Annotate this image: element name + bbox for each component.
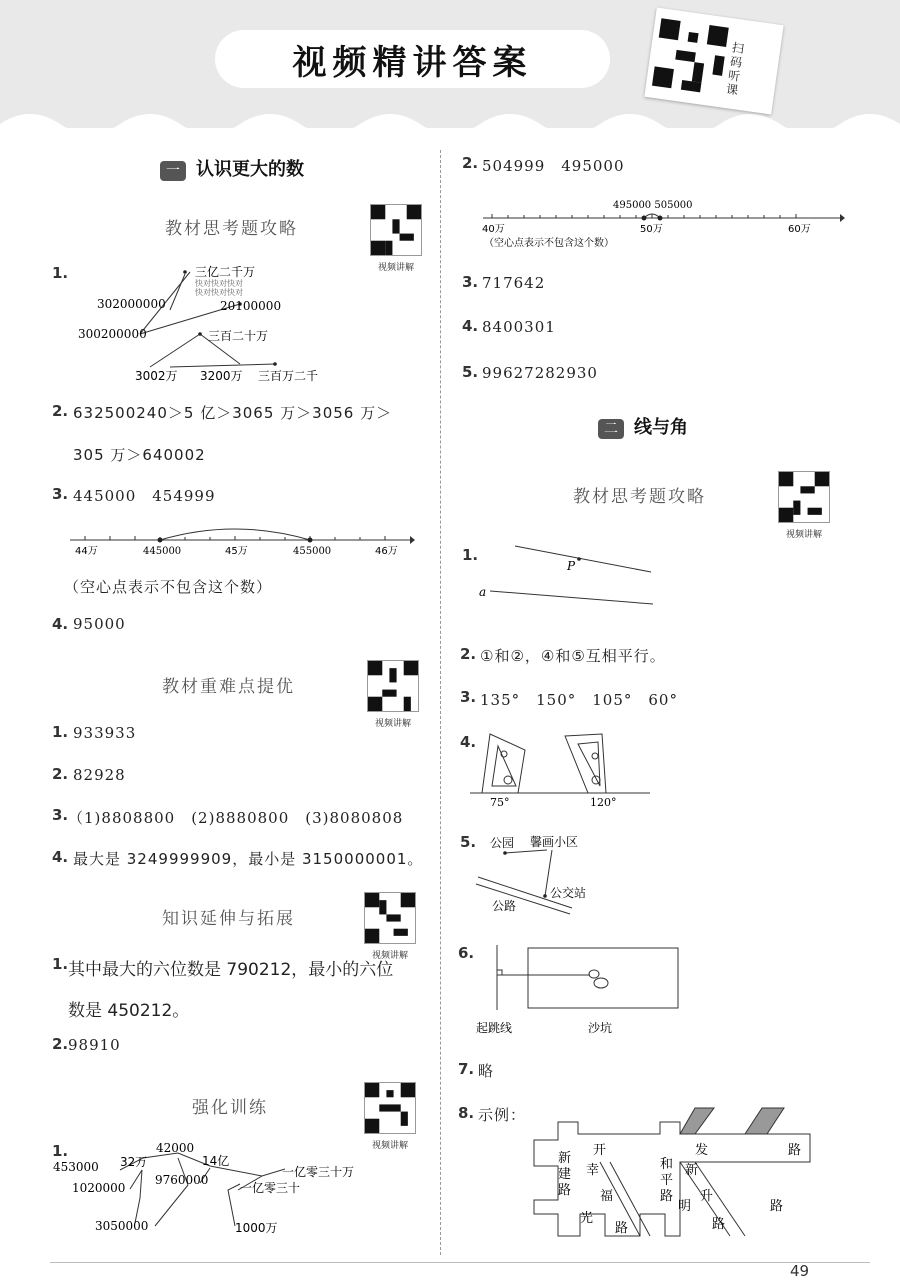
e8-road-map: [520, 1104, 820, 1246]
b1-answer: 933933: [73, 724, 137, 742]
section-heading-2: [598, 413, 688, 439]
qr-caption: 视频讲解: [785, 530, 822, 540]
number-line-note: （空心点表示不包含这个数）: [484, 238, 614, 249]
section-title: 线与角: [634, 417, 688, 438]
angle-label: 120°: [590, 796, 617, 809]
c2-answer: 98910: [68, 1036, 121, 1054]
qr-caption: 视频讲解: [374, 719, 411, 729]
top-labels: 495000 505000: [613, 200, 693, 211]
qr-code-icon: [364, 892, 416, 944]
r2-number: 2.: [462, 154, 479, 172]
label: 3050000: [95, 1219, 149, 1233]
road-char: 平: [660, 1173, 674, 1188]
e8-label: 示例：: [478, 1106, 527, 1124]
subheading-textbook-thinking: 教材思考题攻略: [165, 219, 298, 239]
qr-code-icon: [370, 204, 422, 256]
section-badge: 一: [160, 161, 186, 181]
b4-answer: 最大是 3249999909，最小是 3150000001。: [73, 850, 424, 868]
r4-answer: 8400301: [482, 318, 556, 336]
road-char: 路: [615, 1221, 629, 1236]
q4-answer: 95000: [73, 615, 126, 633]
road-char: 和: [660, 1157, 674, 1172]
q2-line1: 632500240＞5 亿＞3065 万＞3056 万＞: [73, 404, 393, 422]
place-label: 公交站: [550, 886, 587, 900]
r2-answer: 504999 495000: [482, 157, 625, 175]
r3-answer: 717642: [482, 274, 546, 292]
road-char: 路: [788, 1143, 802, 1158]
e7-number: 7.: [458, 1060, 475, 1078]
node-sanbaiwan-erqian: 三百万二千: [258, 369, 319, 383]
e1-number: 1.: [462, 546, 479, 564]
tick-label: 46万: [375, 546, 398, 557]
road-char: 新: [685, 1163, 699, 1178]
section-title: 认识更大的数: [196, 159, 304, 180]
b1-number: 1.: [52, 723, 69, 741]
b4-number: 4.: [52, 848, 69, 866]
road-char: 开: [593, 1143, 607, 1158]
qr-code-icon: [778, 471, 830, 523]
road-char: 路: [558, 1183, 572, 1198]
q3-answer: 445000 454999: [73, 487, 216, 505]
road-char: 新: [558, 1151, 572, 1166]
e5-number: 5.: [460, 833, 477, 851]
place-label: 公园: [490, 836, 515, 850]
label: 1000万: [235, 1221, 278, 1235]
footer-rule: [50, 1262, 870, 1263]
e3-answer: 135° 150° 105° 60°: [480, 691, 678, 709]
road-char: 路: [660, 1189, 674, 1204]
label: 9760000: [155, 1173, 209, 1187]
e2-answer: ①和②，④和⑤互相平行。: [480, 647, 666, 665]
qr-side-label: 扫码听课: [725, 40, 745, 98]
label: 一亿零三十万: [282, 1165, 355, 1179]
e6-long-jump-diagram: [470, 940, 685, 1040]
e5-map-diagram: [472, 830, 612, 915]
tick-label: 40万: [482, 224, 505, 235]
node-3002wan: 3002万: [135, 369, 178, 383]
page-title: 视频精讲答案: [215, 30, 610, 88]
road-char: 发: [695, 1143, 709, 1158]
label: 1020000: [72, 1181, 126, 1195]
label: 42000: [156, 1141, 195, 1155]
page-number: 49: [790, 1262, 810, 1280]
e6-number: 6.: [458, 944, 475, 962]
e1-parallel-lines: [475, 540, 665, 612]
section-heading-1: [160, 155, 304, 181]
qr-caption: 视频讲解: [371, 951, 408, 961]
label: 14亿: [202, 1154, 230, 1168]
column-divider: [440, 150, 441, 1255]
road-char: 明: [678, 1199, 692, 1214]
section-badge: 二: [598, 419, 624, 439]
qr-video-c[interactable]: [364, 892, 416, 961]
node-302000000: 302000000: [97, 297, 166, 311]
c1-line1: 其中最大的六位数是 790212，最小的六位: [68, 960, 394, 980]
e4-triangle-rulers: [470, 728, 660, 810]
r4-number: 4.: [462, 317, 479, 335]
q3-number-line: [65, 520, 415, 565]
node-20100000: 20100000: [220, 299, 282, 313]
c2-number: 2.: [52, 1035, 69, 1053]
q1-number: 1.: [52, 264, 69, 282]
r3-number: 3.: [462, 273, 479, 291]
node-3200wan: 3200万: [200, 369, 243, 383]
node-300200000: 300200000: [78, 327, 147, 341]
road-char: 路: [770, 1199, 784, 1214]
angle-label: 75°: [490, 796, 510, 809]
qr-video-b[interactable]: [367, 660, 419, 729]
b3-answer: （1)8808800 (2)8880800 (3)8080808: [68, 809, 404, 827]
road-char: 福: [600, 1189, 614, 1204]
q3-number: 3.: [52, 485, 69, 503]
c1-line2: 数是 450212。: [68, 1001, 190, 1021]
q4-number: 4.: [52, 615, 69, 633]
e4-number: 4.: [460, 733, 477, 751]
label-sandpit: 沙坑: [588, 1021, 613, 1035]
overlay-text: 快对快对快对: [195, 279, 243, 288]
tick-label: 60万: [788, 224, 811, 235]
point-label: P: [567, 559, 576, 573]
tick-label: 445000: [143, 546, 182, 557]
tick-label: 45万: [225, 546, 248, 557]
header-qr-card[interactable]: [644, 8, 783, 115]
road-char: 路: [712, 1217, 726, 1232]
q2-number: 2.: [52, 402, 69, 420]
qr-code-icon: [367, 660, 419, 712]
qr-video-e[interactable]: [778, 471, 830, 540]
q1-matching-diagram: [78, 262, 380, 387]
b3-number: 3.: [52, 806, 69, 824]
r5-number: 5.: [462, 363, 479, 381]
qr-code-icon: [652, 18, 729, 95]
place-label: 公路: [492, 899, 517, 913]
road-char: 幸: [586, 1163, 600, 1178]
e7-answer: 略: [478, 1062, 495, 1080]
e8-number: 8.: [458, 1104, 475, 1122]
line-label: a: [479, 585, 487, 599]
q2-line2: 305 万＞640002: [73, 446, 206, 464]
road-char: 光: [580, 1211, 594, 1226]
c1-number: 1.: [52, 955, 69, 973]
place-label: 馨画小区: [530, 835, 579, 849]
label-start-line: 起跳线: [476, 1021, 513, 1035]
label: 一亿零三十: [240, 1181, 301, 1195]
d1-connection-diagram: [53, 1138, 380, 1238]
d1-number: 1.: [52, 1142, 69, 1160]
r2-number-line: [478, 196, 848, 251]
b2-number: 2.: [52, 765, 69, 783]
subheading-intensive: 强化训练: [192, 1098, 268, 1118]
subheading-key-points: 教材重难点提优: [162, 677, 295, 697]
subheading-extension: 知识延伸与拓展: [162, 909, 295, 929]
tick-label: 44万: [75, 546, 98, 557]
subheading-textbook-thinking-2: 教材思考题攻略: [573, 487, 706, 507]
node-sanyi-erqianwan: 三亿二千万: [195, 265, 256, 279]
overlay-text: 快对快对快对: [195, 288, 243, 297]
r5-answer: 99627282930: [482, 364, 598, 382]
qr-caption: 视频讲解: [377, 263, 414, 273]
e3-number: 3.: [460, 688, 477, 706]
b2-answer: 82928: [73, 766, 126, 784]
e2-number: 2.: [460, 645, 477, 663]
tick-label: 455000: [293, 546, 332, 557]
node-sanbai-ershiwan: 三百二十万: [208, 329, 269, 343]
road-char: 建: [558, 1167, 572, 1182]
road-char: 升: [700, 1189, 714, 1204]
q3-note: （空心点表示不包含这个数）: [64, 578, 273, 596]
label: 453000: [53, 1160, 99, 1174]
qr-code-icon: [364, 1082, 416, 1134]
label: 32万: [120, 1155, 148, 1169]
qr-caption: 视频讲解: [371, 1141, 408, 1151]
tick-label: 50万: [640, 224, 663, 235]
